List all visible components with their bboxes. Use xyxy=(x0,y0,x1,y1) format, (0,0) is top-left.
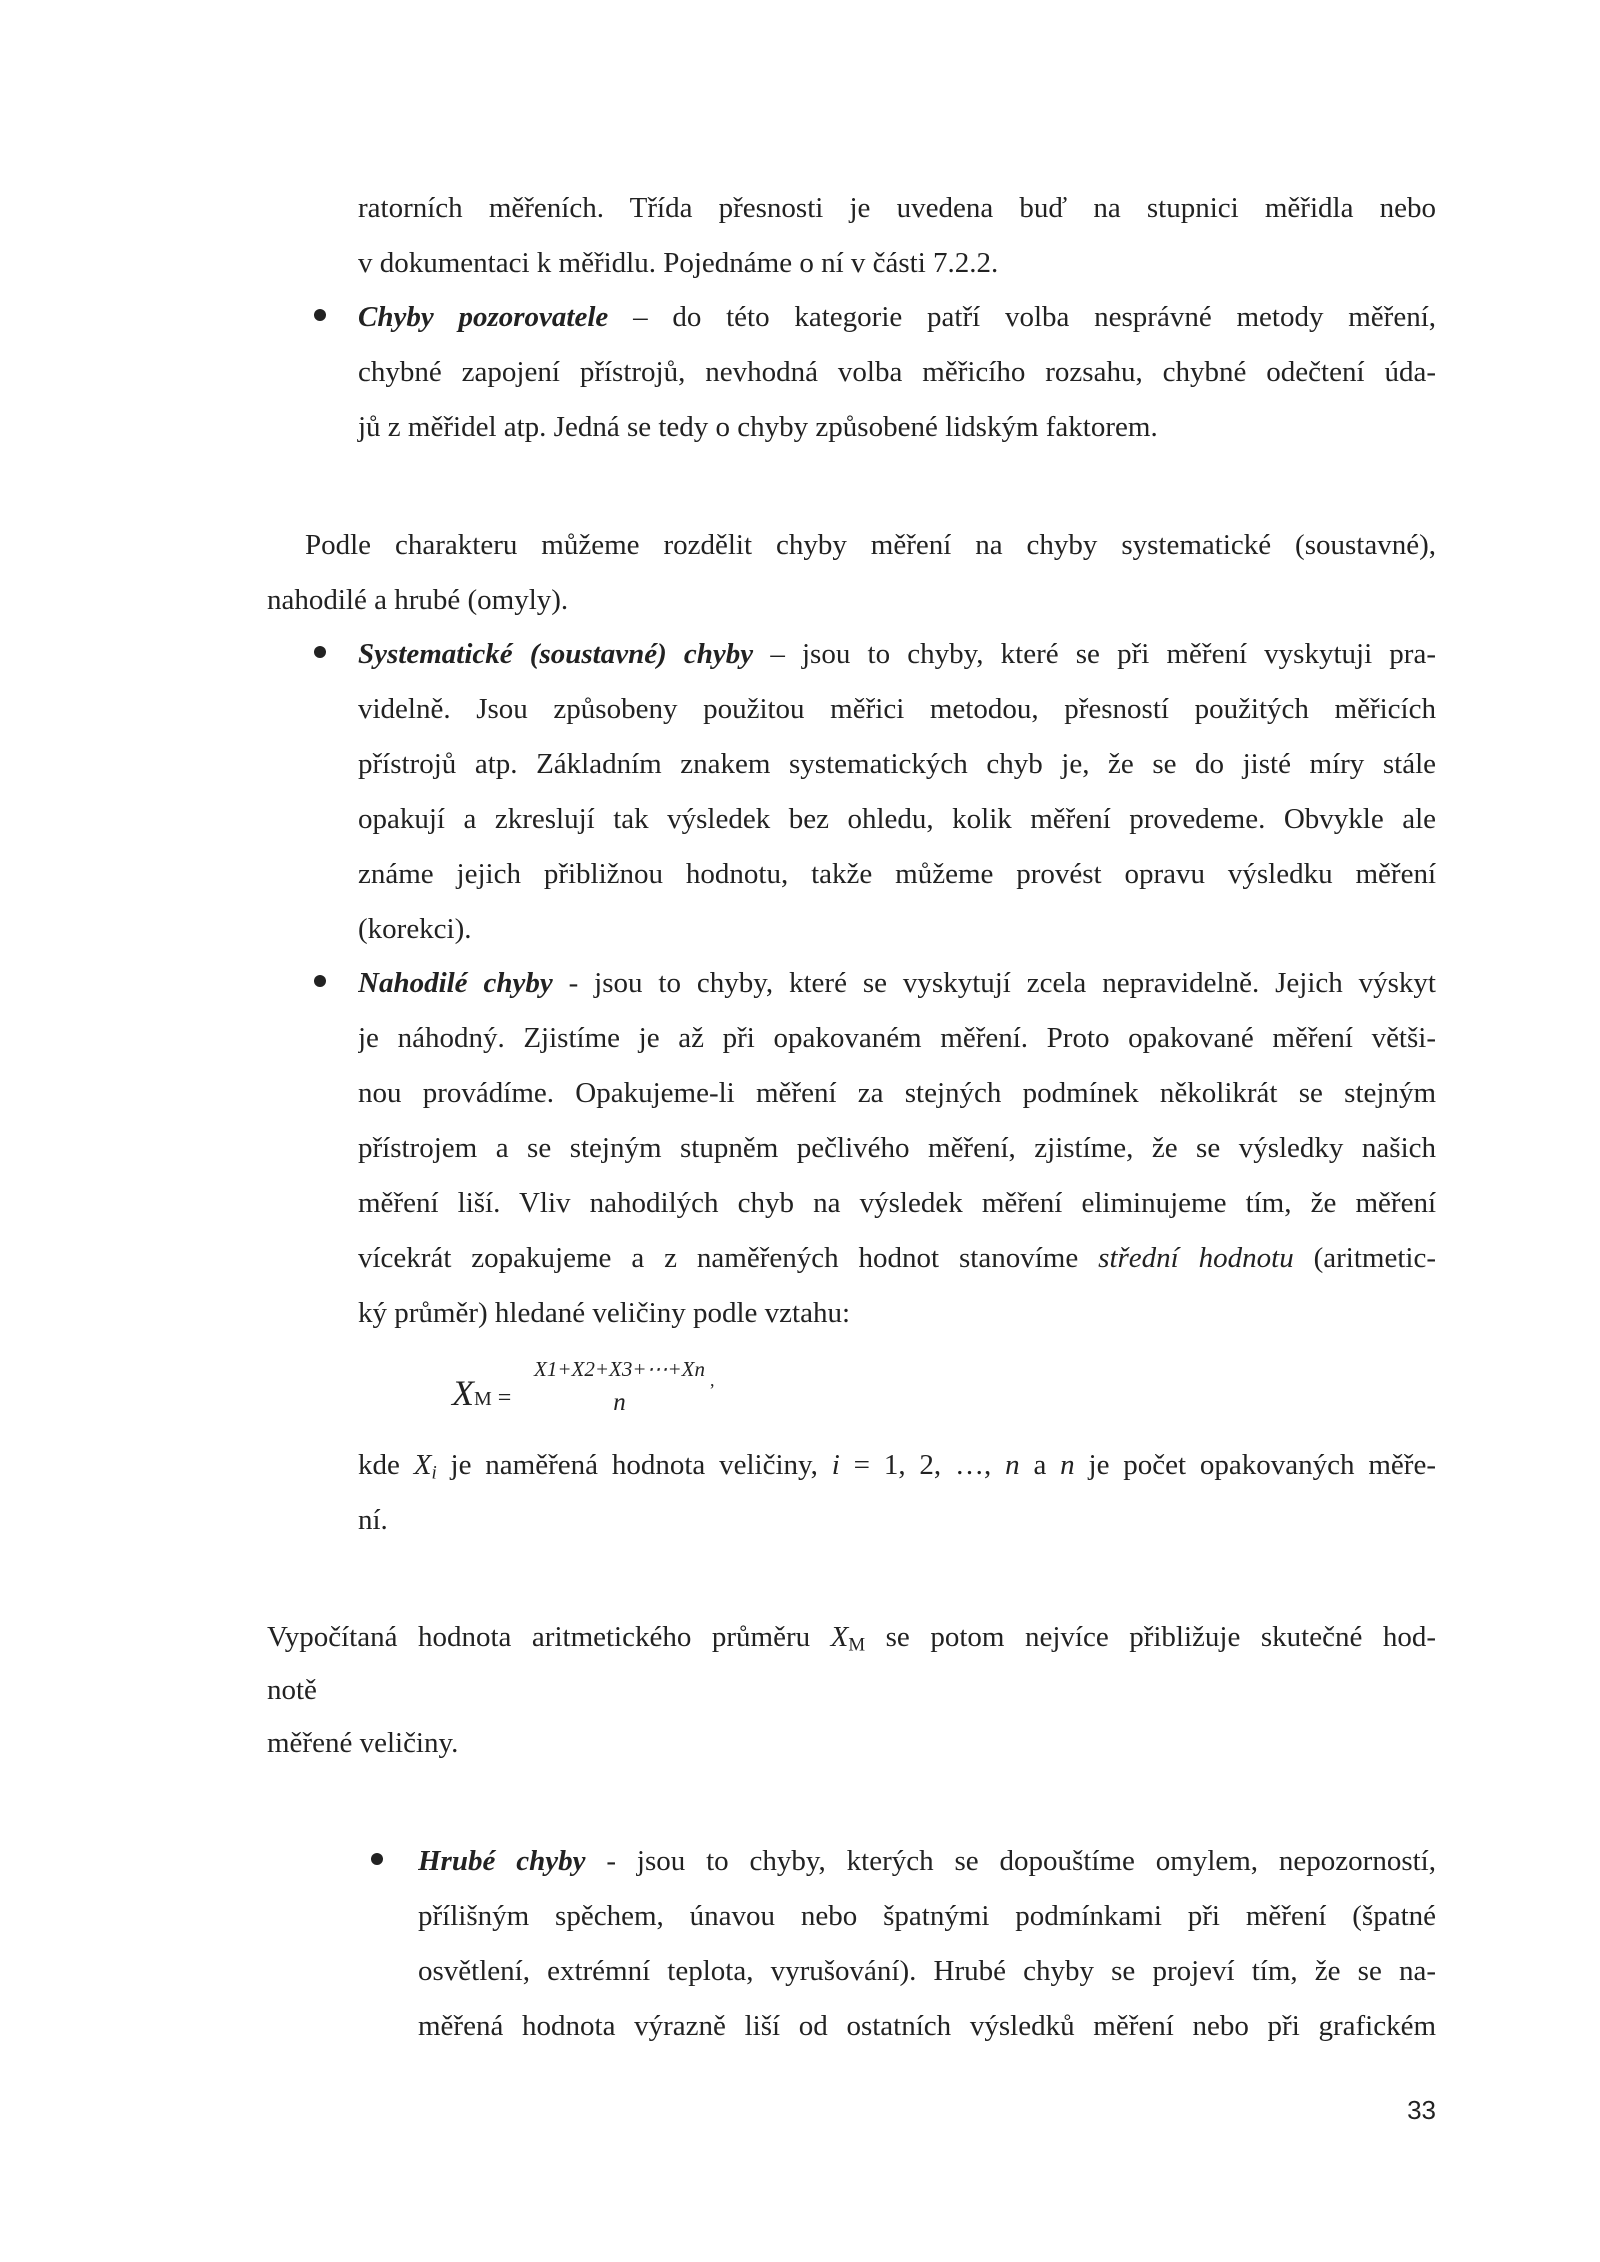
bullet-gross-line-1: Hrubé chyby - jsou to chyby, kterých se dopouštíme omylem, nepozorností, xyxy=(418,1845,1436,1877)
where-line-2: ní. xyxy=(358,1504,388,1536)
bullet-systematic-line-3: přístrojů atp. Základním znakem systematických chyb je, že se do jisté míry stále xyxy=(358,748,1436,780)
bullet-gross-line-2: přílišným spěchem, únavou nebo špatnými podmínkami při měření (špatné xyxy=(418,1900,1436,1932)
page-number: 33 xyxy=(1407,2095,1436,2125)
bullet-random-line-6: vícekrát zopakujeme a z naměřených hodnot stanovíme střední hodnotu (aritmetic- xyxy=(358,1242,1436,1274)
bullet-systematic-line-4: opakují a zkreslují tak výsledek bez ohledu, kolik měření provedeme. Obvykle ale xyxy=(358,803,1436,835)
term-gross-errors: Hrubé chyby xyxy=(418,1845,586,1877)
bullet-icon xyxy=(314,975,326,987)
bullet-icon xyxy=(371,1853,383,1865)
para-mean-line-2: notě xyxy=(267,1674,317,1706)
term-mean-value: střední hodnotu xyxy=(1098,1242,1294,1274)
formula-numerator: X1+X2+X3+⋯+Xn xyxy=(534,1357,705,1381)
para-mean-line-3: měřené veličiny. xyxy=(267,1727,459,1759)
bullet-gross-line-4: měřená hodnota výrazně liší od ostatních výsledků měření nebo při grafickém xyxy=(418,2010,1436,2042)
para-character-line-1: Podle charakteru můžeme rozdělit chyby měření na chyby systematické (soustavné), xyxy=(305,529,1436,561)
bullet-random-line-4: přístrojem a se stejným stupněm pečlivého měření, zjistíme, že se výsledky našich xyxy=(358,1132,1436,1164)
para-mean-line-1: Vypočítaná hodnota aritmetického průměru $X_M$ se potom nejvíce přibližuje skutečné hod- xyxy=(267,1621,1436,1656)
bullet-random-line-2: je náhodný. Zjistíme je až při opakovaném měření. Proto opakované měření větši- xyxy=(358,1022,1436,1054)
bullet-observer-line-2: chybné zapojení přístrojů, nevhodná volba měřicího rozsahu, chybné odečtení úda- xyxy=(358,356,1436,388)
bullet-systematic-line-1: Systematické (soustavné) chyby – jsou to chyby, které se při měření vyskytuji pra- xyxy=(358,638,1436,670)
bullet-random-line-1: Nahodilé chyby - jsou to chyby, které se vyskytují zcela nepravidelně. Jejich výskyt xyxy=(358,967,1436,999)
para-character-line-2: nahodilé a hrubé (omyly). xyxy=(267,584,569,616)
bullet-gross-line-3: osvětlení, extrémní teplota, vyrušování). Hrubé chyby se projeví tím, že se na- xyxy=(418,1955,1436,1987)
bullet-systematic-line-2: videlně. Jsou způsobeny použitou měřici metodou, přesností použitých měřicích xyxy=(358,693,1436,725)
bullet-random-line-7: ký průměr) hledané veličiny podle vztahu: xyxy=(358,1297,851,1329)
formula-trailing-comma: , xyxy=(710,1370,715,1390)
intro-line-2: v dokumentaci k měřidlu. Pojednáme o ní v části 7.2.2. xyxy=(358,247,999,279)
bullet-observer-line-3: jů z měřidel atp. Jedná se tedy o chyby způsobené lidským faktorem. xyxy=(358,411,1158,443)
bullet-random-line-5: měření liší. Vliv nahodilých chyb na výsledek měření eliminujeme tím, že měření xyxy=(358,1187,1436,1219)
term-random-errors: Nahodilé chyby xyxy=(358,967,553,999)
bullet-systematic-line-6: (korekci). xyxy=(358,913,472,945)
term-systematic-errors: Systematické (soustavné) chyby xyxy=(358,638,754,670)
bullet-icon xyxy=(314,646,326,658)
mean-formula xyxy=(452,1352,772,1436)
intro-line-1: ratorních měřeních. Třída přesnosti je uvedena buď na stupnici měřidla nebo xyxy=(358,192,1436,224)
formula-lhs: XM = xyxy=(452,1373,512,1413)
formula-fraction xyxy=(532,1352,707,1420)
bullet-random-line-3: nou provádíme. Opakujeme-li měření za stejných podmínek několikrát se stejným xyxy=(358,1077,1436,1109)
term-observer-errors: Chyby pozorovatele xyxy=(358,301,609,333)
bullet-systematic-line-5: známe jejich přibližnou hodnotu, takže můžeme provést opravu výsledku měření xyxy=(358,858,1436,890)
formula-denominator: n xyxy=(613,1389,626,1416)
bullet-icon xyxy=(314,309,326,321)
where-line-1: kde $X_i$ je naměřená hodnota veličiny, i = 1, 2, …, n a n je počet opakovaných měře- xyxy=(358,1449,1436,1484)
bullet-observer-line-1: Chyby pozorovatele – do této kategorie patří volba nesprávné metody měření, xyxy=(358,301,1436,333)
